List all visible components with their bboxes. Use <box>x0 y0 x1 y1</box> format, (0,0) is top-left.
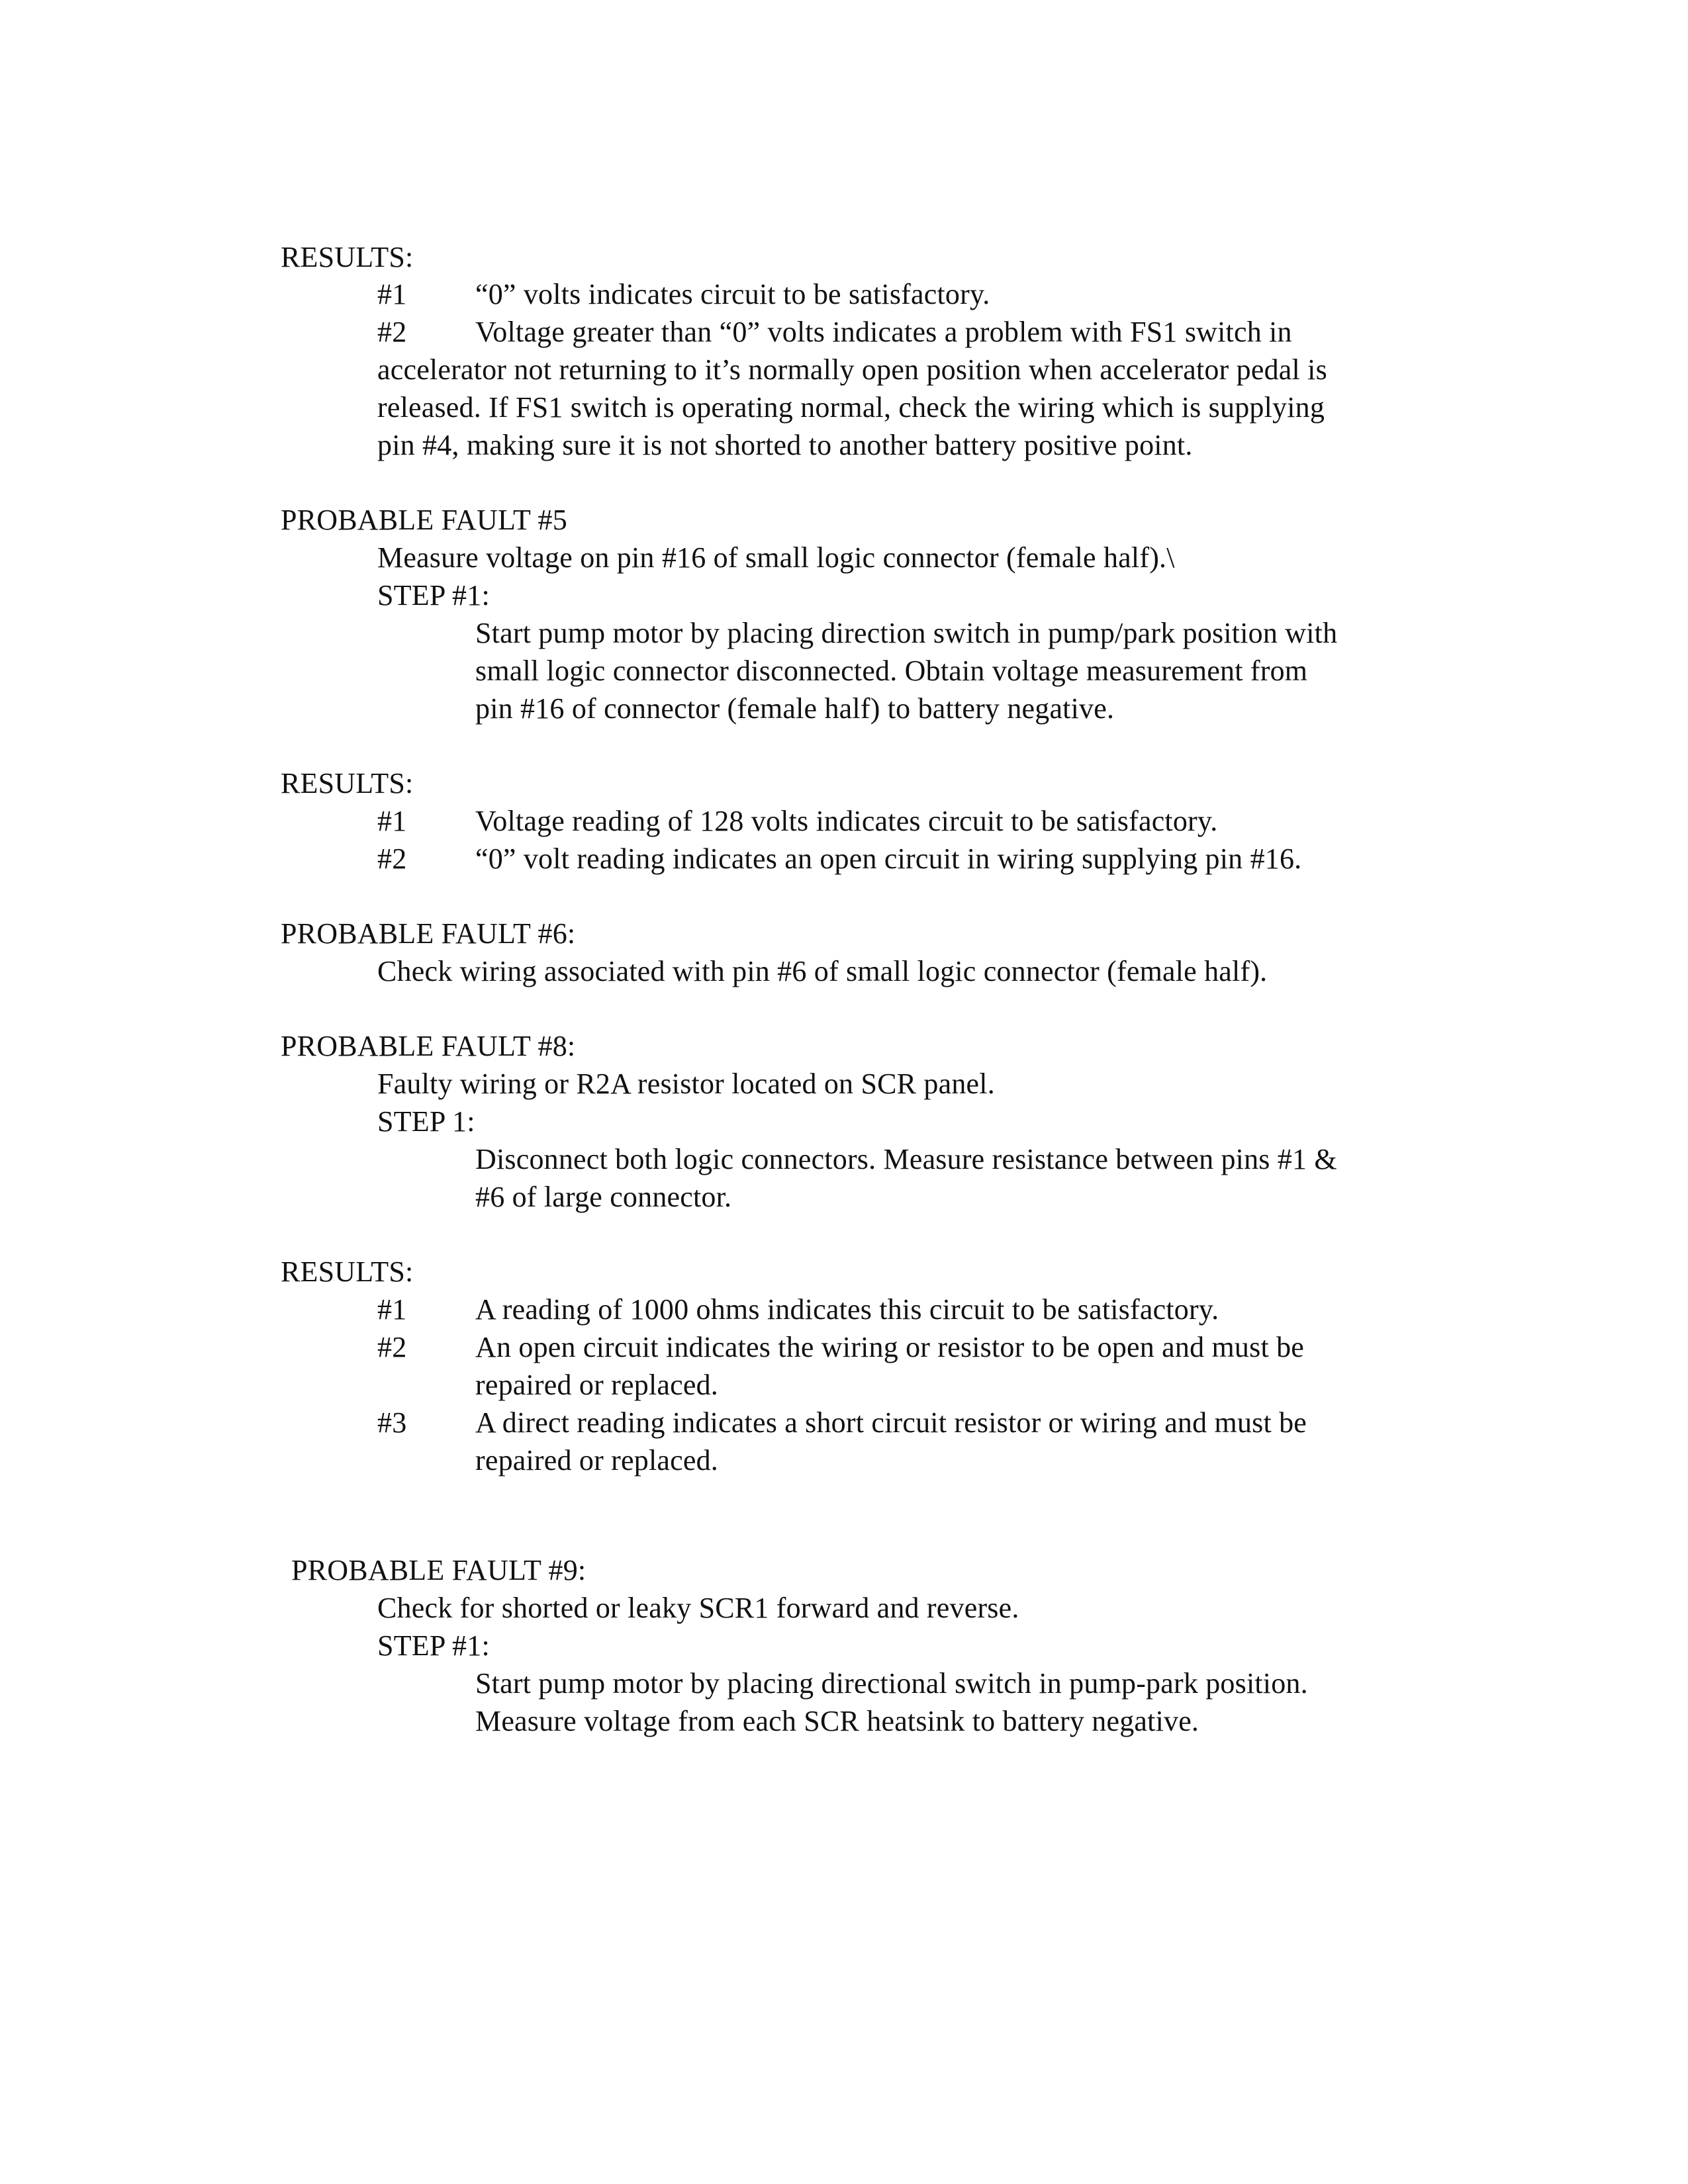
result-3-2-text-line-1: An open circuit indicates the wiring or resistor to be open and must be <box>475 1331 1305 1363</box>
fault-8-heading: PROBABLE FAULT #8: <box>281 1030 576 1062</box>
fault-9-step-line-1: Start pump motor by placing directional switch in pump-park position. <box>475 1667 1308 1700</box>
result-2-2-text: “0” volt reading indicates an open circuit in wiring supplying pin #16. <box>475 842 1302 875</box>
result-2-text-line-1: Voltage greater than “0” volts indicates a problem with FS1 switch in <box>475 316 1292 348</box>
fault-8-step-line-1: Disconnect both logic connectors. Measure resistance between pins #1 & <box>475 1143 1337 1175</box>
result-2-1-number: #1 <box>377 805 407 837</box>
fault-9-heading: PROBABLE FAULT #9: <box>291 1554 586 1586</box>
result-2-text-line-2: accelerator not returning to it’s normally open position when accelerator pedal is <box>377 353 1327 386</box>
result-1-text: “0” volts indicates circuit to be satisfactory. <box>475 278 990 310</box>
fault-5-step-line-3: pin #16 of connector (female half) to battery negative. <box>475 692 1115 725</box>
result-2-text-line-3: released. If FS1 switch is operating normal, check the wiring which is supplying <box>377 391 1325 424</box>
result-2-2-number: #2 <box>377 842 407 875</box>
result-3-1-text: A reading of 1000 ohms indicates this circuit to be satisfactory. <box>475 1293 1219 1326</box>
fault-9-description: Check for shorted or leaky SCR1 forward and reverse. <box>377 1592 1019 1624</box>
results-heading-3: RESULTS: <box>281 1255 414 1288</box>
results-heading-2: RESULTS: <box>281 767 414 799</box>
fault-5-heading: PROBABLE FAULT #5 <box>281 504 567 536</box>
fault-8-step-label: STEP 1: <box>377 1105 475 1138</box>
fault-5-step-line-2: small logic connector disconnected. Obtain voltage measurement from <box>475 655 1308 687</box>
result-3-2-number: #2 <box>377 1331 407 1363</box>
result-3-2-text-line-2: repaired or replaced. <box>475 1369 718 1401</box>
result-3-3-number: #3 <box>377 1406 407 1439</box>
fault-9-step-label: STEP #1: <box>377 1629 490 1662</box>
fault-9-step-line-2: Measure voltage from each SCR heatsink to battery negative. <box>475 1705 1199 1737</box>
fault-8-description: Faulty wiring or R2A resistor located on SCR panel. <box>377 1068 995 1100</box>
fault-5-step-line-1: Start pump motor by placing direction switch in pump/park position with <box>475 617 1338 649</box>
fault-8-step-line-2: #6 of large connector. <box>475 1181 732 1213</box>
result-3-3-text-line-2: repaired or replaced. <box>475 1444 718 1477</box>
result-3-3-text-line-1: A direct reading indicates a short circuit resistor or wiring and must be <box>475 1406 1307 1439</box>
fault-5-description: Measure voltage on pin #16 of small logic connector (female half).\ <box>377 541 1175 574</box>
result-3-1-number: #1 <box>377 1293 407 1326</box>
result-2-text-line-4: pin #4, making sure it is not shorted to another battery positive point. <box>377 429 1193 461</box>
fault-6-description: Check wiring associated with pin #6 of small logic connector (female half). <box>377 955 1268 987</box>
result-2-number: #2 <box>377 316 407 348</box>
fault-5-step-label: STEP #1: <box>377 579 490 612</box>
result-1-number: #1 <box>377 278 407 310</box>
results-heading-1: RESULTS: <box>281 241 414 273</box>
fault-6-heading: PROBABLE FAULT #6: <box>281 917 576 950</box>
result-2-1-text: Voltage reading of 128 volts indicates circuit to be satisfactory. <box>475 805 1218 837</box>
